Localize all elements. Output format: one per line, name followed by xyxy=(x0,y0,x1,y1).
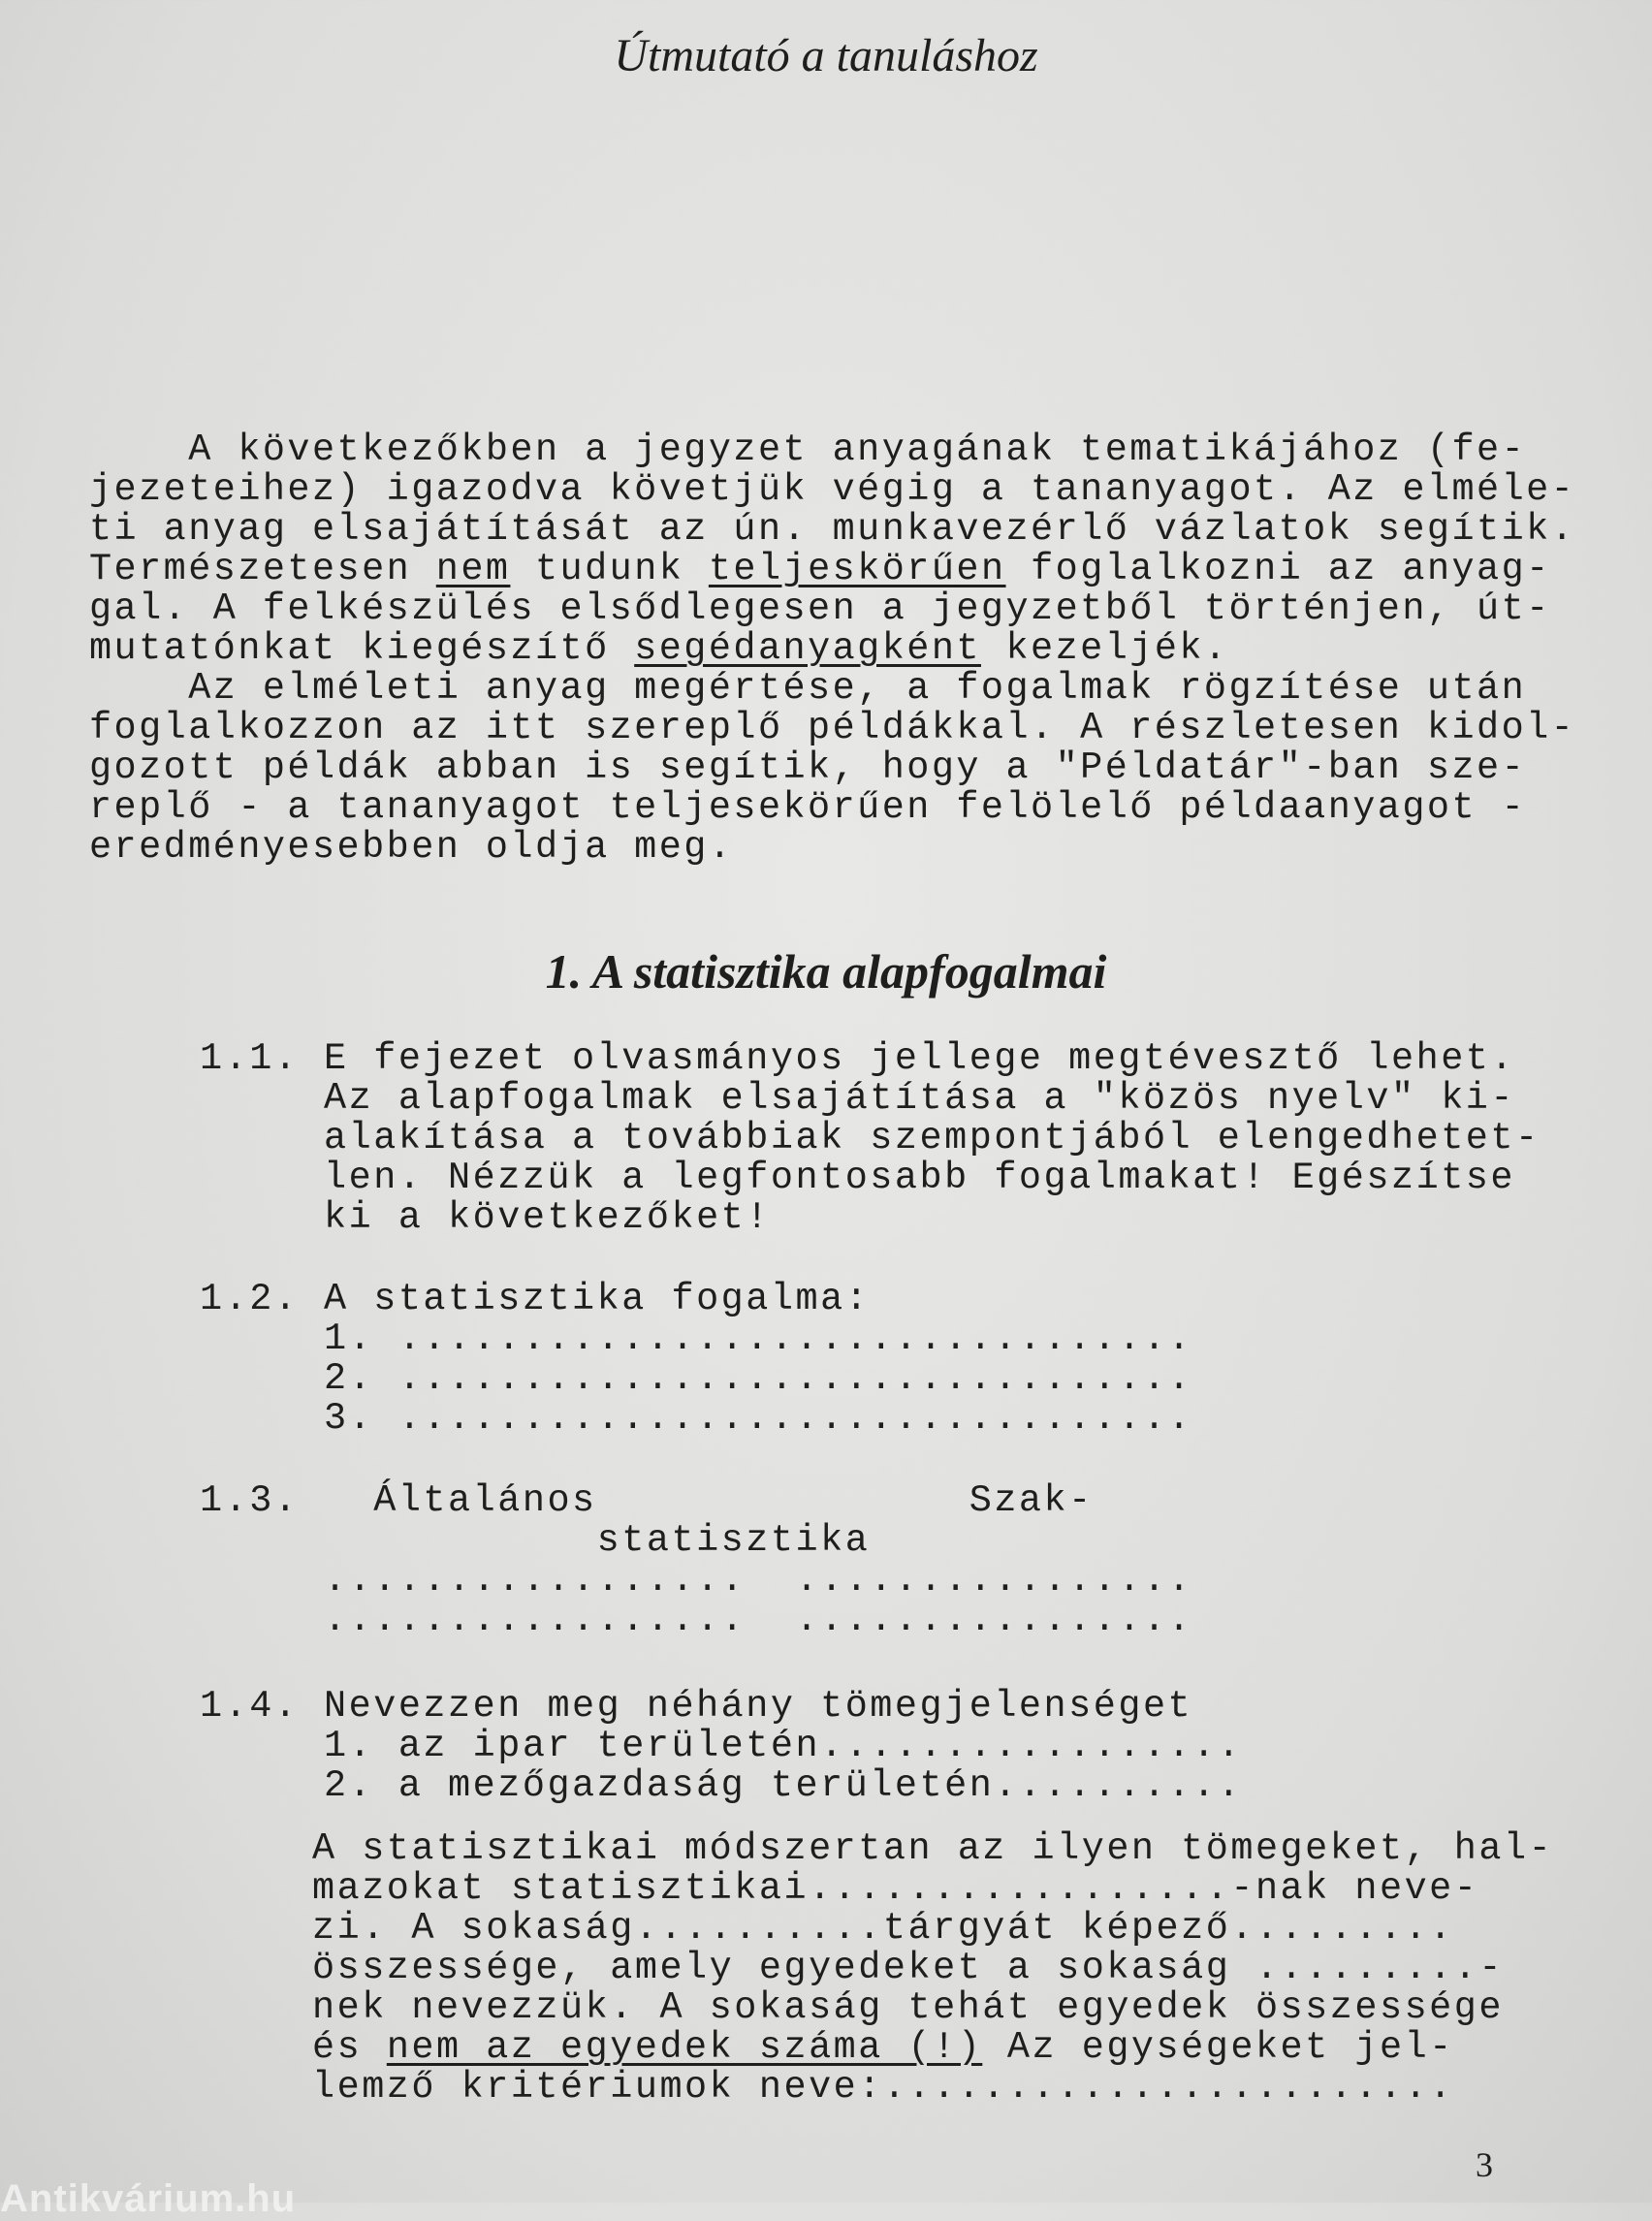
item-1-4-text xyxy=(312,1829,1553,2108)
text-line: ti anyag elsajátítását az ún. munkavezérlő vázlatok segítik. xyxy=(89,508,1576,551)
text-line: összessége, amely egyedeket a sokaság .........- xyxy=(312,1947,1504,1989)
text-line: 1.4. Nevezzen meg néhány tömegjelenséget xyxy=(200,1685,1193,1728)
text-segment: foglalkozni az anyag- xyxy=(1005,548,1551,590)
underlined-text: segédanyagként xyxy=(634,627,981,670)
text-line xyxy=(312,2028,1553,2068)
text-line xyxy=(89,550,1575,589)
item-1-2 xyxy=(200,1280,1192,1439)
text-segment: kezeljék. xyxy=(980,627,1229,670)
text-line: A statisztikai módszertan az ilyen tömegeket, hal- xyxy=(312,1827,1554,1870)
text-line: alakítása a továbbiak szempontjából elengedhetet- xyxy=(200,1117,1541,1159)
text-line: 1. ................................ xyxy=(200,1317,1193,1360)
text-line: 2. ................................ xyxy=(200,1357,1193,1400)
section-title: 1. A statisztika alapfogalmai xyxy=(545,944,1107,999)
text-line: len. Nézzük a legfontosabb fogalmakat! Egészítse xyxy=(200,1157,1515,1199)
text-line: gozott példák abban is segítik, hogy a "Példatár"-ban sze- xyxy=(89,746,1527,789)
text-line: ................. ................ xyxy=(200,1599,1193,1641)
text-line: jezeteihez) igazodva követjük végig a tananyagot. Az elméle- xyxy=(89,468,1576,511)
text-line: lemző kritériumok neve:....................... xyxy=(312,2066,1454,2109)
text-segment: mutatónkat kiegészítő xyxy=(89,627,635,670)
text-line: Az alapfogalmak elsajátítása a "közös nyelv" ki- xyxy=(200,1077,1515,1120)
text-line: nek nevezzük. A sokaság tehát egyedek összessége xyxy=(312,1986,1504,2029)
text-line: zi. A sokaság..........tárgyát képező......... xyxy=(312,1907,1454,1950)
text-line: 1.1. E fejezet olvasmányos jellege megtévesztő lehet. xyxy=(200,1037,1515,1080)
text-line: ki a következőket! xyxy=(200,1196,771,1239)
text-line: A következőkben a jegyzet anyagának tematikájához (fe- xyxy=(89,428,1527,471)
item-1-4 xyxy=(200,1687,1242,1806)
item-1-1 xyxy=(200,1039,1541,1238)
text-segment: tudunk xyxy=(510,548,709,590)
page-number: 3 xyxy=(1476,2145,1493,2184)
watermark: Antikvárium.hu xyxy=(0,2177,297,2220)
text-line: Az elméleti anyag megértése, a fogalmak rögzítése után xyxy=(89,667,1527,710)
text-line xyxy=(89,629,1575,669)
text-line: eredményesebben oldja meg. xyxy=(89,826,734,869)
text-line: mazokat statisztikai.................-nak neve- xyxy=(312,1867,1479,1910)
underlined-text: nem xyxy=(435,548,511,590)
text-line: ................. ................ xyxy=(200,1559,1193,1602)
text-line: 1.2. A statisztika fogalma: xyxy=(200,1278,871,1320)
text-line: 3. ................................ xyxy=(200,1397,1193,1440)
underlined-text: nem az egyedek száma (!) xyxy=(386,2026,983,2069)
text-line: statisztika xyxy=(200,1519,871,1562)
page-header: Útmutató a tanuláshoz xyxy=(614,30,1038,81)
intro-paragraph xyxy=(89,430,1575,868)
text-line: 2. a mezőgazdaság területén.......... xyxy=(200,1764,1243,1807)
text-segment: Természetesen xyxy=(89,548,436,590)
text-segment: Az egységeket jel- xyxy=(982,2026,1454,2069)
text-line: replő - a tananyagot teljesekörűen felölelő példaanyagot - xyxy=(89,786,1527,829)
text-line: gal. A felkészülés elsődlegesen a jegyzetből történjen, út- xyxy=(89,587,1551,630)
text-line: 1.3. Általános Szak- xyxy=(200,1479,1094,1522)
underlined-text: teljeskörűen xyxy=(708,548,1006,590)
text-segment: és xyxy=(312,2026,387,2069)
text-line: 1. az ipar területén................. xyxy=(200,1725,1243,1767)
text-line: foglalkozzon az itt szereplő példákkal. A részletesen kidol- xyxy=(89,707,1576,749)
item-1-3 xyxy=(200,1481,1192,1640)
